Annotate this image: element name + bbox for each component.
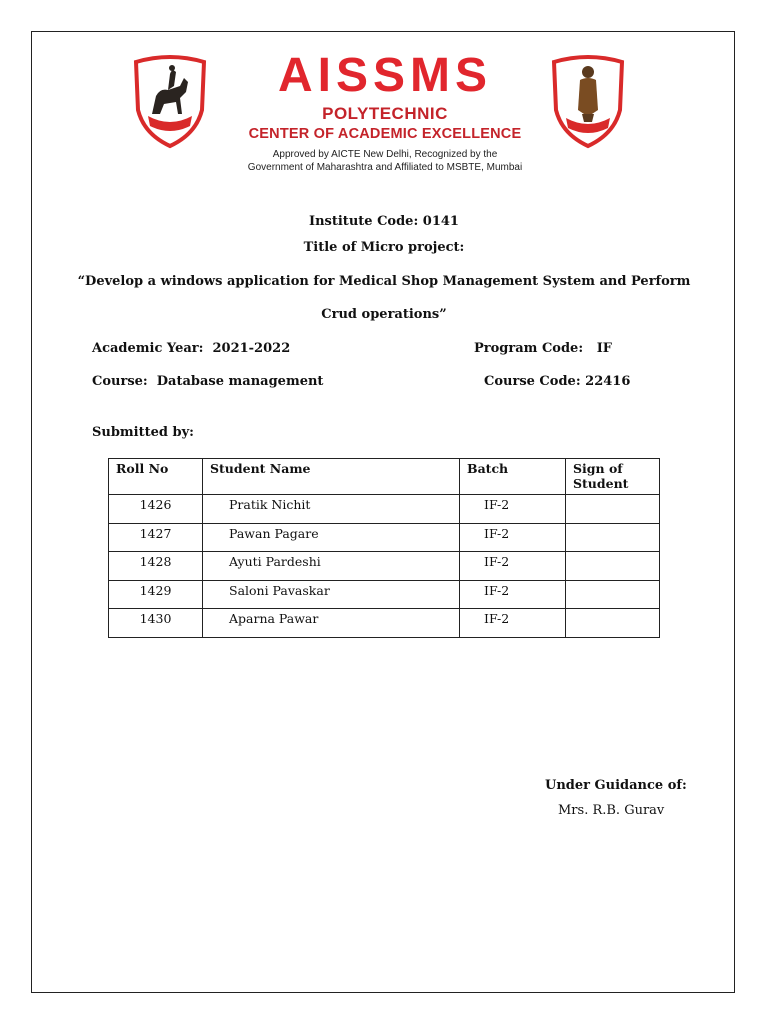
cell-sign	[566, 609, 660, 638]
program-code-label: Program Code:	[474, 341, 584, 356]
course	[92, 374, 323, 389]
cell-roll: 1430	[109, 609, 203, 638]
academic-year-value: 2021-2022	[212, 341, 291, 356]
table-row	[109, 523, 660, 552]
brand-tagline: CENTER OF ACADEMIC EXCELLENCE	[248, 126, 522, 142]
table-header-row	[109, 459, 660, 495]
submitted-by-label: Submitted by:	[92, 425, 194, 440]
brand-name: AISSMS	[277, 49, 493, 102]
table-row	[109, 495, 660, 524]
cell-batch: IF-2	[460, 609, 566, 638]
brand-subtitle: POLYTECHNIC	[322, 104, 448, 123]
course-value: Database management	[156, 374, 324, 389]
cell-roll: 1429	[109, 580, 203, 609]
header-roll-no: Roll No	[109, 459, 203, 495]
approval-line-1: Approved by AICTE New Delhi, Recognized by the	[272, 149, 498, 160]
cell-sign	[566, 552, 660, 581]
cell-sign	[566, 495, 660, 524]
project-title-line-2: Crud operations”	[321, 307, 447, 322]
project-title-line-1: “Develop a windows application for Medical Shop Management System and Perform	[77, 274, 691, 289]
course-code	[484, 374, 630, 389]
academic-year-label: Academic Year:	[92, 341, 204, 356]
founder-statue-emblem-icon	[548, 52, 628, 152]
institute-code: Institute Code: 0141	[309, 214, 459, 229]
student-table	[108, 458, 660, 638]
program-code-value: IF	[596, 341, 613, 356]
cell-name: Ayuti Pardeshi	[203, 552, 460, 581]
cell-sign	[566, 580, 660, 609]
academic-year	[92, 341, 290, 356]
approval-line-2: Government of Maharashtra and Affiliated to MSBTE, Mumbai	[247, 162, 523, 173]
header-batch: Batch	[460, 459, 566, 495]
course-code-label: Course Code:	[484, 374, 581, 389]
cell-roll: 1427	[109, 523, 203, 552]
cell-name: Aparna Pawar	[203, 609, 460, 638]
cell-batch: IF-2	[460, 580, 566, 609]
cell-roll: 1428	[109, 552, 203, 581]
cell-name: Pawan Pagare	[203, 523, 460, 552]
title-label: Title of Micro project:	[303, 240, 465, 255]
table-row	[109, 552, 660, 581]
guide-name: Mrs. R.B. Gurav	[558, 803, 665, 818]
cell-roll: 1426	[109, 495, 203, 524]
course-code-value: 22416	[585, 374, 631, 389]
course-label: Course:	[92, 374, 148, 389]
horse-rider-emblem-icon	[130, 52, 210, 152]
program-code	[474, 341, 612, 356]
cell-name: Saloni Pavaskar	[203, 580, 460, 609]
institute-banner	[130, 42, 640, 192]
header-sign: Sign of Student	[566, 459, 660, 495]
cell-sign	[566, 523, 660, 552]
table-row	[109, 580, 660, 609]
brand-block	[230, 42, 540, 174]
guidance-label: Under Guidance of:	[545, 778, 687, 793]
cell-batch: IF-2	[460, 552, 566, 581]
table-row	[109, 609, 660, 638]
header-student-name: Student Name	[203, 459, 460, 495]
cell-batch: IF-2	[460, 523, 566, 552]
cell-batch: IF-2	[460, 495, 566, 524]
cell-name: Pratik Nichit	[203, 495, 460, 524]
